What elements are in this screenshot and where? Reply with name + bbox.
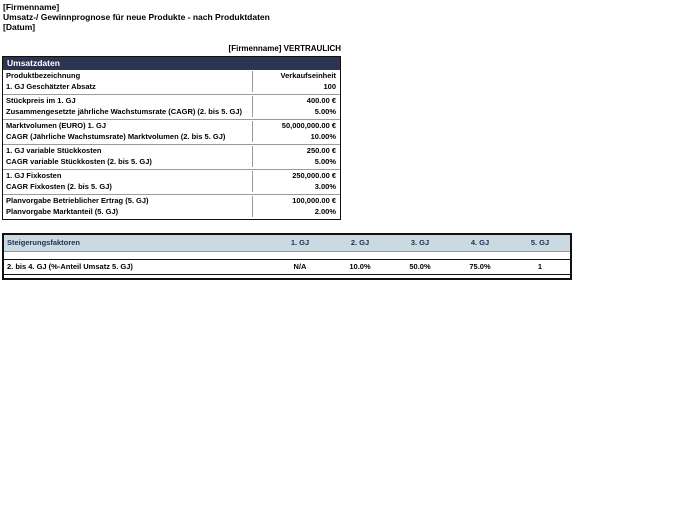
confidential-label: [Firmenname] VERTRAULICH [228,44,341,53]
cell-cagr-stueckkosten-value[interactable]: 5.00% [252,157,340,168]
sales-data-section-header: Umsatzdaten [3,57,340,70]
table-row [3,121,340,132]
column-header-verkaufseinheit: Verkaufseinheit [252,71,340,82]
cell-cagr-preis-value[interactable]: 5.00% [252,107,340,118]
cell-planvorgabe-ertrag-value[interactable]: 100,000.00 € [252,196,340,207]
row-label-fixkosten: 1. GJ Fixkosten [6,171,62,180]
cell-gj2-value[interactable]: 10.0% [349,262,371,271]
document-title: Umsatz-/ Gewinnprognose für neue Produkte - nach Produktdaten [3,12,270,22]
column-header-gj2: 2. GJ [350,238,370,247]
cell-gj3-value[interactable]: 50.0% [409,262,431,271]
cell-planvorgabe-marktanteil-value[interactable]: 2.00% [252,207,340,218]
company-name-placeholder: [Firmenname] [3,2,60,12]
row-label-cagr-marktvolumen: CAGR (Jährliche Wachstumsrate) Marktvolumen (2. bis 5. GJ) [6,131,226,141]
row-label-variable-stueckkosten: 1. GJ variable Stückkosten [6,146,102,155]
date-placeholder: [Datum] [3,22,36,32]
cell-variable-stueckkosten-value[interactable]: 250.00 € [252,146,340,157]
cell-absatz-value[interactable]: 100 [252,82,340,93]
cell-marktvolumen-value[interactable]: 50,000,000.00 € [252,121,340,132]
cell-stueckpreis-value[interactable]: 400.00 € [252,96,340,107]
cell-gj5-value[interactable]: 1 [537,262,543,271]
table-row [3,107,340,118]
row-label-stueckpreis: Stückpreis im 1. GJ [6,96,76,105]
row-label-produktbezeichnung: Produktbezeichnung [6,71,81,80]
row-label-umsatz-anteil: 2. bis 4. GJ (%-Anteil Umsatz 5. GJ) [7,262,133,271]
column-header-gj1: 1. GJ [290,238,310,247]
row-label-cagr-stueckkosten: CAGR variable Stückkosten (2. bis 5. GJ) [6,156,152,166]
fixed-costs-group [3,169,340,194]
table-row [3,71,340,82]
cell-gj1-value[interactable]: N/A [293,262,307,271]
plan-targets-group [3,194,340,219]
row-label-cagr-preis: Zusammengesetzte jährliche Wachstumsrate (CAGR) (2. bis 5. GJ) [6,106,243,116]
growth-factors-table [2,233,572,280]
growth-factors-section-header: Steigerungsfaktoren [7,238,80,247]
spacer-row [4,275,570,278]
product-group [3,70,340,94]
document-header [3,2,270,32]
table-row [3,171,340,182]
cell-gj4-value[interactable]: 75.0% [469,262,491,271]
cell-fixkosten-value[interactable]: 250,000.00 € [252,171,340,182]
row-label-absatz: 1. GJ Geschätzter Absatz [6,81,96,91]
growth-factors-data-row [4,259,570,275]
cell-cagr-marktvolumen-value[interactable]: 10.00% [252,132,340,143]
table-row [3,157,340,168]
row-label-cagr-fixkosten: CAGR Fixkosten (2. bis 5. GJ) [6,181,112,191]
row-label-planvorgabe-ertrag: Planvorgabe Betrieblicher Ertrag (5. GJ) [6,196,149,205]
table-row [3,82,340,93]
variable-costs-group [3,144,340,169]
table-row [3,96,340,107]
table-row [3,182,340,193]
cell-cagr-fixkosten-value[interactable]: 3.00% [252,182,340,193]
table-row [3,207,340,218]
column-header-gj4: 4. GJ [470,238,490,247]
table-row [3,132,340,143]
row-label-marktvolumen: Marktvolumen (EURO) 1. GJ [6,121,107,130]
price-group [3,94,340,119]
spacer-row [4,252,570,259]
row-label-planvorgabe-marktanteil: Planvorgabe Marktanteil (5. GJ) [6,206,119,216]
column-header-gj3: 3. GJ [410,238,430,247]
market-volume-group [3,119,340,144]
table-row [3,196,340,207]
sales-data-table [2,56,341,220]
growth-factors-header-row [4,235,570,252]
column-header-gj5: 5. GJ [530,238,550,247]
table-row [3,146,340,157]
